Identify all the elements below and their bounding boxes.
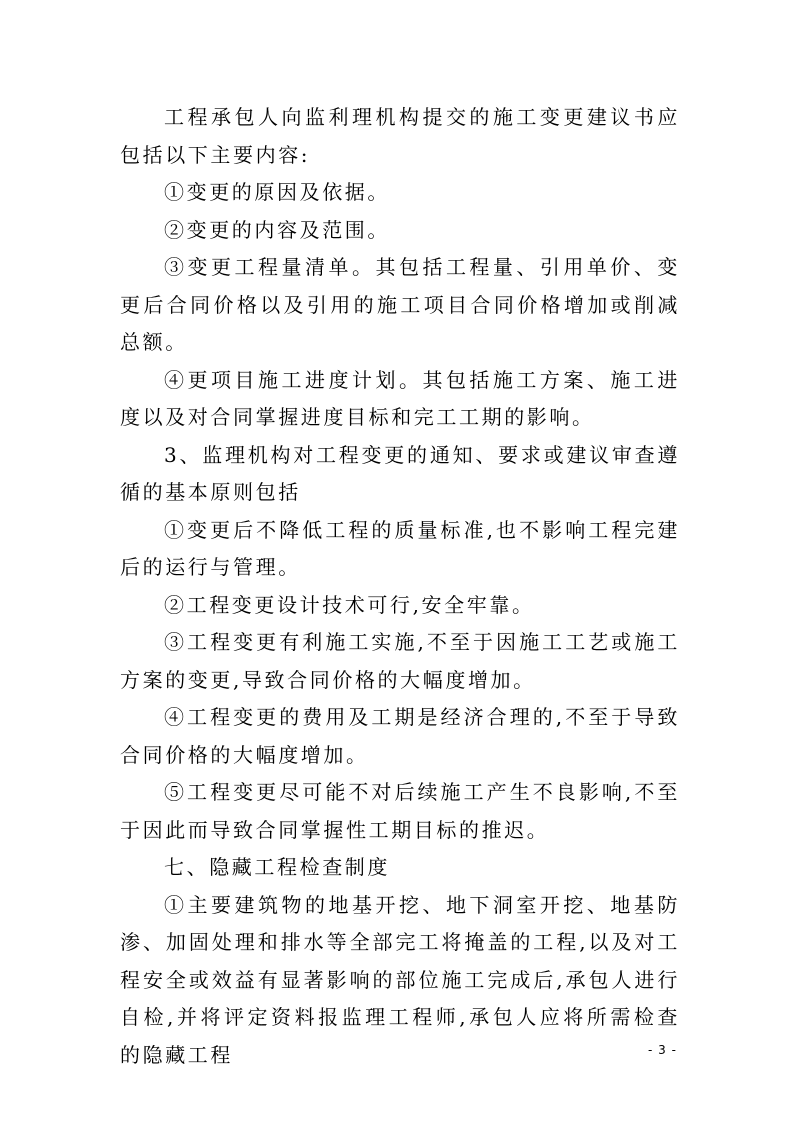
page-number: - 3 -	[648, 1043, 677, 1057]
paragraph-item-1: ①变更的原因及依据。	[164, 180, 390, 204]
principle-item-5: ⑤工程变更尽可能不对后续施工产生不良影响,不至于因此而导致合同掌握性工期目标的推迟。	[120, 780, 680, 842]
section-heading-7: 七、隐藏工程检查制度	[164, 855, 390, 879]
principle-item-1: ①变更后不降低工程的质量标准,也不影响工程完建后的运行与管理。	[120, 517, 680, 579]
paragraph-item-4: ④更项目施工进度计划。其包括施工方案、施工进度以及对合同掌握进度目标和完工工期的影响。	[120, 367, 680, 429]
paragraph-item-3: ③变更工程量清单。其包括工程量、引用单价、变更后合同价格以及引用的施工项目合同价格增加或削减总额。	[120, 255, 680, 354]
document-body	[120, 99, 680, 1074]
principle-item-2: ②工程变更设计技术可行,安全牢靠。	[164, 592, 535, 617]
principle-item-4: ④工程变更的费用及工期是经济合理的,不至于导致合同价格的大幅度增加。	[120, 705, 680, 767]
principle-item-3: ③工程变更有利施工实施,不至于因施工工艺或施工方案的变更,导致合同价格的大幅度增加。	[120, 630, 680, 692]
paragraph-item-2: ②变更的内容及范围。	[164, 217, 390, 242]
inspection-item-1: ①主要建筑物的地基开挖、地下洞室开挖、地基防渗、加固处理和排水等全部完工将掩盖的工程,以及对工程安全或效益有显著影响的部位施工完成后,承包人进行自检,并将评定资料报监理工程师,承包人应将所需检查的隐藏工程	[120, 892, 680, 1067]
section-heading-3: 3、监理机构对工程变更的通知、要求或建议审查遵循的基本原则包括	[120, 442, 680, 504]
paragraph-intro: 工程承包人向监利理机构提交的施工变更建议书应包括以下主要内容:	[120, 105, 680, 167]
